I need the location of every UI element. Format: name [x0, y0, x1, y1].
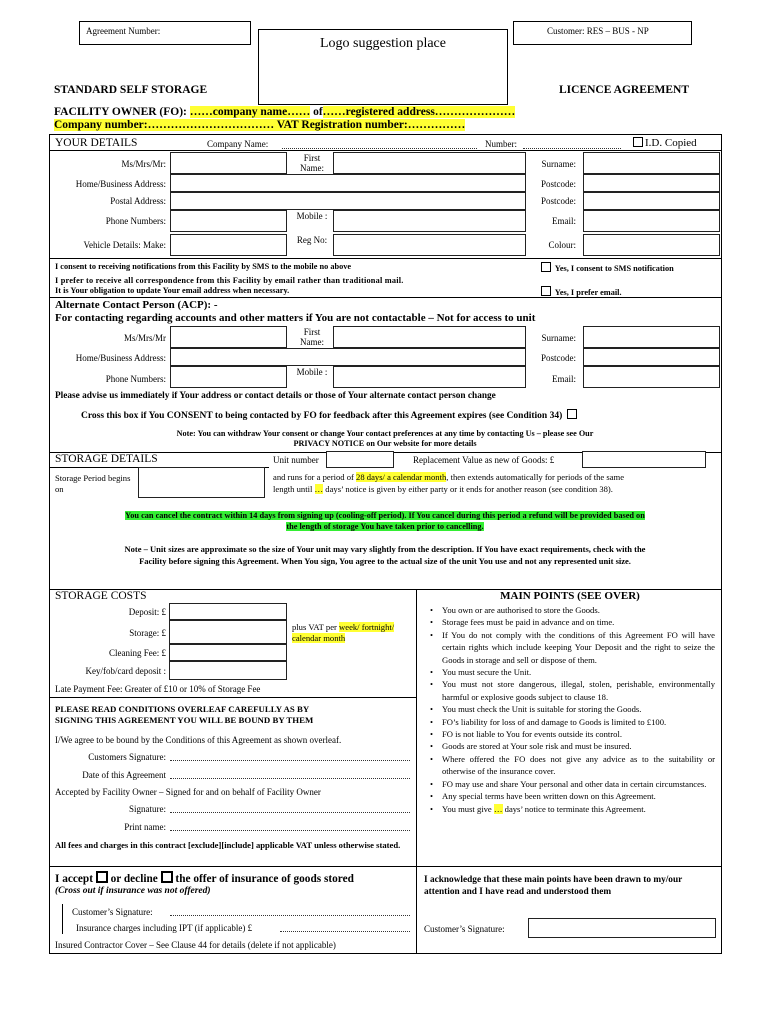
- customer-signature-label: Customers Signature:: [88, 752, 166, 762]
- sms-consent-option[interactable]: Yes, I consent to SMS notification: [541, 262, 674, 273]
- unit-size-note: Note – Unit sizes are approximate so the size of Your unit may vary slightly from the description. If You have exact requirements, check with the Facility before signing this Agreement. When You sign, You agree to the actual size of the unit You use and not any represented unit size.: [124, 544, 646, 566]
- email-consent-option[interactable]: Yes, I prefer email.: [541, 286, 622, 297]
- main-point: • FO’s liability for loss of and damage to Goods is limited to £100.: [442, 716, 715, 728]
- agree-text: I/We agree to be bound by the Conditions of this Agreement as shown overleaf.: [55, 735, 342, 745]
- customer-signature-field[interactable]: [170, 760, 410, 761]
- sms-consent-text: I consent to receiving notifications from this Facility by SMS to the mobile no above: [55, 262, 352, 271]
- id-copied[interactable]: I.D. Copied: [633, 137, 697, 149]
- title-field[interactable]: [170, 152, 287, 174]
- facility-owner-line: [54, 106, 515, 118]
- main-point-notice: • You must give … days’ notice to terminate this Agreement.: [442, 803, 715, 815]
- replacement-value-field[interactable]: [582, 451, 706, 468]
- main-point: • If You do not comply with the conditions of this Agreement FO will have certain rights which include keeping Your Deposit and the right to seize the Goods in storage and sell or dispose of them.: [442, 629, 715, 666]
- acp-email-field[interactable]: [583, 366, 720, 388]
- first-name-label: First Name:: [300, 153, 324, 173]
- decline-insurance-checkbox[interactable]: [161, 871, 173, 883]
- main-point: • FO may use and share Your personal and other data in certain circumstances.: [442, 778, 715, 790]
- print-name-field[interactable]: [170, 830, 410, 831]
- cleaning-fee-label: Cleaning Fee: £: [109, 648, 166, 658]
- main-point: • FO is not liable to You for events outside its control.: [442, 728, 715, 740]
- read-rule: [49, 697, 416, 698]
- acknowledge-signature-label: Customer’s Signature:: [424, 924, 505, 934]
- logo-placeholder-text: Logo suggestion place: [320, 36, 446, 51]
- read-conditions: PLEASE READ CONDITIONS OVERLEAF CAREFULLY AS BY SIGNING THIS AGREEMENT YOU WILL BE BOUND BY THEM: [55, 704, 314, 725]
- acp-mobile-label: Mobile :: [296, 367, 328, 377]
- surname-field[interactable]: [583, 152, 720, 174]
- agreement-number-label: Agreement Number:: [86, 26, 161, 36]
- acp-first-name-field[interactable]: [333, 326, 526, 348]
- reg-no-label: Reg No:: [296, 235, 328, 245]
- storage-costs-heading: STORAGE COSTS: [55, 590, 147, 602]
- email-field[interactable]: [583, 210, 720, 232]
- main-point: • You must secure the Unit.: [442, 666, 715, 678]
- home-address-label: Home/Business Address:: [75, 179, 166, 189]
- main-point: • Any special terms have been written down on this Agreement.: [442, 790, 715, 802]
- column-divider: [416, 589, 417, 954]
- cleaning-fee-field[interactable]: [169, 644, 287, 661]
- acknowledge-text: I acknowledge that these main points have been drawn to my/our attention and I have read and understood them: [424, 875, 683, 897]
- facility-company-name[interactable]: ……company name……: [189, 106, 311, 118]
- insurance-signature-label: Customer’s Signature:: [72, 907, 153, 917]
- acp-home-address-field[interactable]: [170, 348, 526, 366]
- email-label: Email:: [552, 216, 576, 226]
- late-fee-text: Late Payment Fee: Greater of £10 or 10% of Storage Fee: [55, 684, 261, 694]
- acp-heading: Alternate Contact Person (ACP): -: [55, 299, 218, 311]
- insurance-rule: [49, 866, 722, 867]
- keyfob-deposit-label: Key/fob/card deposit :: [85, 666, 166, 676]
- postcode2-field[interactable]: [583, 192, 720, 210]
- sms-checkbox[interactable]: [541, 262, 551, 272]
- acp-email-label: Email:: [552, 374, 576, 384]
- payment-period-highlight[interactable]: week/ fortnight/ calendar month: [292, 622, 395, 643]
- surname-label: Surname:: [541, 159, 576, 169]
- title-right: LICENCE AGREEMENT: [559, 84, 690, 96]
- facility-registered-address[interactable]: ……registered address…………………: [322, 106, 516, 118]
- acp-postcode-field[interactable]: [583, 348, 720, 366]
- unit-number-label: Unit number: [273, 455, 319, 465]
- keyfob-deposit-field[interactable]: [169, 661, 287, 680]
- fees-vat-text: All fees and charges in this contract [exclude][include] applicable VAT unless otherwise stated.: [55, 840, 401, 850]
- vehicle-make-field[interactable]: [170, 234, 287, 256]
- company-number[interactable]: Company number:…………………………… VAT Registration number:……………: [54, 119, 466, 131]
- postal-address-field[interactable]: [170, 192, 526, 210]
- postcode2-label: Postcode:: [541, 196, 576, 206]
- colour-label: Colour:: [548, 240, 576, 250]
- home-address-field[interactable]: [170, 174, 526, 192]
- main-point: • Storage fees must be paid in advance and on time.: [442, 616, 715, 628]
- deposit-field[interactable]: [169, 603, 287, 620]
- storage-details-heading: STORAGE DETAILS: [55, 453, 158, 465]
- acp-phone-label: Phone Numbers:: [105, 374, 166, 384]
- storage-period-field[interactable]: [138, 467, 265, 498]
- postcode-field[interactable]: [583, 174, 720, 192]
- insurance-charges-field[interactable]: [280, 931, 410, 932]
- facility-of: of: [310, 106, 323, 118]
- feedback-consent-text[interactable]: Cross this box if You CONSENT to being contacted by FO for feedback after this Agreement expires (see Condition 34): [81, 409, 579, 421]
- id-copied-checkbox[interactable]: [633, 137, 643, 147]
- postcode-label: Postcode:: [541, 179, 576, 189]
- insurance-signature-field[interactable]: [170, 915, 410, 916]
- facility-owner-prefix: FACILITY OWNER (FO):: [54, 106, 190, 118]
- number-label: Number:: [485, 139, 517, 149]
- acp-subheading: For contacting regarding accounts and other matters if You are not contactable – Not for access to unit: [55, 312, 536, 324]
- acp-first-name-label: First Name:: [300, 327, 324, 347]
- contractor-cover-text: Insured Contractor Cover – See Clause 44 for details (delete if not applicable): [55, 940, 336, 950]
- company-name-field[interactable]: [282, 148, 477, 149]
- agreement-date-field[interactable]: [170, 778, 410, 779]
- vehicle-label: Vehicle Details: Make:: [83, 240, 166, 250]
- acp-home-address-label: Home/Business Address:: [75, 353, 166, 363]
- acp-surname-field[interactable]: [583, 326, 720, 348]
- facility-numbers-line: [54, 119, 465, 131]
- title-label: Ms/Mrs/Mr:: [121, 159, 166, 169]
- insurance-choice[interactable]: I accept or decline the offer of insurance of goods stored: [55, 873, 354, 885]
- main-point: • You must not store dangerous, illegal, stolen, perishable, environmentally harmful or explosive goods subject to clause 18.: [442, 678, 715, 703]
- reg-no-field[interactable]: [333, 234, 526, 256]
- acp-postcode-label: Postcode:: [541, 353, 576, 363]
- first-name-field[interactable]: [333, 152, 526, 174]
- storage-period-text: and runs for a period of 28 days/ a calendar month, then extends automatically for periods of the same length until … days’ notice is given by either party or it ends for another reason (see condition 38).: [273, 472, 625, 494]
- consent-rule: [49, 258, 722, 259]
- details-rule: [49, 150, 722, 151]
- acp-mobile-field[interactable]: [333, 366, 526, 388]
- number-field[interactable]: [523, 148, 621, 149]
- insurance-charges-label: Insurance charges including IPT (if applicable) £: [76, 923, 253, 933]
- storage-period-label: Storage Period begins on: [55, 473, 131, 494]
- company-name-label: Company Name:: [207, 139, 269, 149]
- notice-days-highlight[interactable]: …: [314, 483, 324, 494]
- insurance-indent: [62, 904, 63, 934]
- insurance-cross-out: (Cross out if insurance was not offered): [55, 886, 211, 896]
- termination-days-highlight[interactable]: …: [493, 803, 503, 814]
- mobile-label: Mobile :: [296, 211, 328, 221]
- acknowledge-signature-field[interactable]: [528, 918, 716, 938]
- fo-signature-label: Signature:: [129, 804, 166, 814]
- email-consent-text: I prefer to receive all correspondence from this Facility by email rather than traditional mail.: [55, 276, 404, 285]
- print-name-label: Print name:: [124, 822, 166, 832]
- phone-field[interactable]: [170, 210, 287, 232]
- withdraw-note: Note: You can withdraw Your consent or change Your contact preferences at any time by contacting Us – please see Our PRIVACY NOTICE on Our website for more details: [176, 429, 594, 448]
- mobile-field[interactable]: [333, 210, 526, 232]
- acp-rule: [49, 297, 722, 298]
- advise-change-text: Please advise us immediately if Your address or contact details or those of Your alternate contact person change: [55, 391, 496, 401]
- storage-fee-field[interactable]: [169, 620, 287, 644]
- main-points-list: [428, 604, 715, 815]
- feedback-checkbox[interactable]: [567, 409, 577, 419]
- main-point: • Where offered the FO does not give any advice as to the suitability or otherwise of the insurance cover.: [442, 753, 715, 778]
- customer-type-label: Customer: RES – BUS - NP: [547, 26, 649, 36]
- phone-label: Phone Numbers:: [105, 216, 166, 226]
- unit-number-field[interactable]: [326, 451, 394, 468]
- storage-fee-label: Storage: £: [129, 628, 166, 638]
- main-point: • You own or are authorised to store the Goods.: [442, 604, 715, 616]
- postal-address-label: Postal Address:: [110, 196, 166, 206]
- main-point: • Goods are stored at Your sole risk and must be insured.: [442, 740, 715, 752]
- replacement-value-label: Replacement Value as new of Goods: £: [413, 455, 555, 465]
- deposit-label: Deposit: £: [128, 607, 166, 617]
- title-left: STANDARD SELF STORAGE: [54, 84, 208, 96]
- acp-phone-field[interactable]: [170, 366, 287, 388]
- accept-insurance-checkbox[interactable]: [96, 871, 108, 883]
- colour-field[interactable]: [583, 234, 720, 256]
- email-consent-note: It is Your obligation to update Your email address when necessary.: [55, 286, 290, 295]
- accepted-by-text: Accepted by Facility Owner – Signed for and on behalf of Facility Owner: [55, 787, 321, 797]
- cancellation-notice: You can cancel the contract within 14 days from signing up (cooling-off period). If You cancel during this period a refund will be provided based on the length of storage You have taken prior to cancelling.: [125, 511, 645, 531]
- acp-title-field[interactable]: [170, 326, 287, 348]
- main-points-heading: MAIN POINTS (SEE OVER): [500, 590, 640, 602]
- acp-surname-label: Surname:: [541, 333, 576, 343]
- email-checkbox[interactable]: [541, 286, 551, 296]
- fo-signature-field[interactable]: [170, 812, 410, 813]
- agreement-date-label: Date of this Agreement: [82, 770, 166, 780]
- your-details-heading: YOUR DETAILS: [55, 137, 138, 149]
- vat-period: plus VAT per week/ fortnight/ calendar month: [292, 622, 395, 643]
- main-point: • You must check the Unit is suitable for storing the Goods.: [442, 703, 715, 715]
- period-length-highlight[interactable]: 28 days/ a calendar month: [356, 472, 447, 482]
- acp-title-label: Ms/Mrs/Mr: [123, 333, 166, 343]
